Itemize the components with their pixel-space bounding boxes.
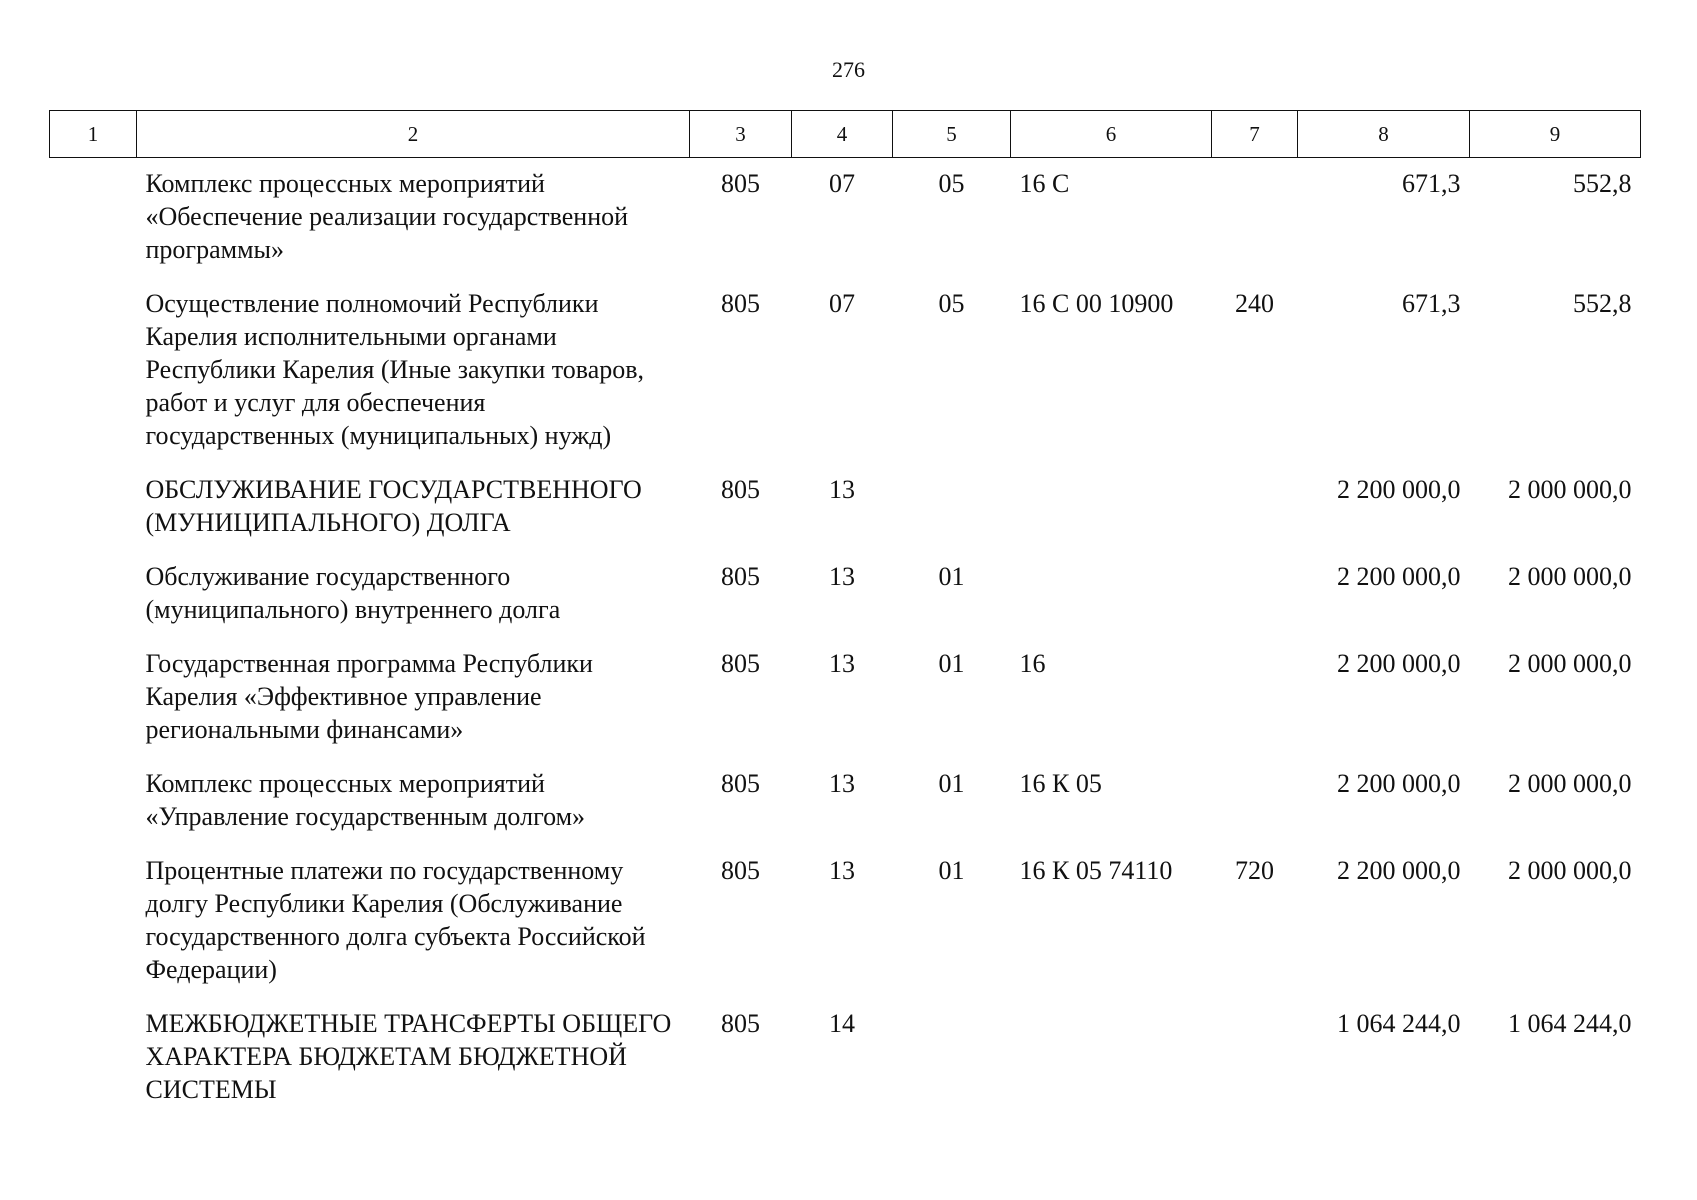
row-subsection: 05 xyxy=(938,169,965,198)
header-col-8: 8 xyxy=(1298,111,1470,158)
row-sum-1: 671,3 xyxy=(1402,289,1461,318)
row-section: 07 xyxy=(829,289,855,318)
row-sum-2: 2 000 000,0 xyxy=(1508,856,1632,885)
table-row xyxy=(50,759,1641,846)
row-expense-type xyxy=(1212,158,1298,280)
header-col-1: 1 xyxy=(50,111,137,158)
row-empty-cell xyxy=(50,465,137,552)
row-expense-type xyxy=(1212,465,1298,552)
row-name: Процентные платежи по государственному долгу Республики Карелия (Обслуживание государственного долга субъекта Российской Федерации) xyxy=(145,856,646,984)
row-ministry: 805 xyxy=(721,169,760,198)
row-ministry: 805 xyxy=(721,289,760,318)
row-target: 16 xyxy=(1019,649,1046,678)
row-sum-2: 2 000 000,0 xyxy=(1508,769,1632,798)
row-sum-2: 2 000 000,0 xyxy=(1508,475,1632,504)
row-empty-cell xyxy=(50,999,137,1119)
row-name: Осуществление полномочий Республики Карелия исполнительными органами Республики Карелия (Иные закупки товаров, работ и услуг для обеспечения государственных (муниципальных) нужд) xyxy=(145,289,645,450)
row-sum-1: 2 200 000,0 xyxy=(1337,649,1461,678)
row-name: ОБСЛУЖИВАНИЕ ГОСУДАРСТВЕННОГО (МУНИЦИПАЛЬНОГО) ДОЛГА xyxy=(145,475,642,537)
row-target: 16 С 00 10900 xyxy=(1019,289,1174,318)
row-section: 13 xyxy=(829,649,855,678)
row-subsection: 01 xyxy=(938,856,965,885)
row-expense-type xyxy=(1212,759,1298,846)
row-empty-cell xyxy=(50,846,137,999)
row-expense-type: 240 xyxy=(1235,289,1274,318)
row-ministry: 805 xyxy=(721,769,760,798)
row-section: 13 xyxy=(829,856,855,885)
row-subsection: 05 xyxy=(938,289,965,318)
table-row xyxy=(50,279,1641,465)
row-name: МЕЖБЮДЖЕТНЫЕ ТРАНСФЕРТЫ ОБЩЕГО ХАРАКТЕРА БЮДЖЕТАМ БЮДЖЕТНОЙ СИСТЕМЫ xyxy=(145,1009,672,1104)
row-expense-type xyxy=(1212,552,1298,639)
row-empty-cell xyxy=(50,639,137,759)
row-expense-type xyxy=(1212,999,1298,1119)
row-subsection: 01 xyxy=(938,769,965,798)
row-section: 13 xyxy=(829,769,855,798)
row-empty-cell xyxy=(50,552,137,639)
header-row xyxy=(50,111,1641,158)
row-ministry: 805 xyxy=(721,1009,760,1038)
row-section: 07 xyxy=(829,169,855,198)
row-name: Комплекс процессных мероприятий «Обеспечение реализации государственной программы» xyxy=(145,169,629,264)
row-target xyxy=(1011,465,1212,552)
row-sum-2: 552,8 xyxy=(1573,169,1632,198)
row-sum-2: 1 064 244,0 xyxy=(1508,1009,1632,1038)
row-target xyxy=(1011,552,1212,639)
header-col-2: 2 xyxy=(137,111,690,158)
row-expense-type xyxy=(1212,639,1298,759)
budget-table xyxy=(49,110,1641,1119)
row-target: 16 С xyxy=(1019,169,1070,198)
row-sum-2: 552,8 xyxy=(1573,289,1632,318)
row-section: 14 xyxy=(829,1009,855,1038)
row-sum-1: 2 200 000,0 xyxy=(1337,475,1461,504)
row-section: 13 xyxy=(829,475,855,504)
row-name: Государственная программа Республики Карелия «Эффективное управление региональными финансами» xyxy=(145,649,593,744)
row-subsection xyxy=(893,465,1011,552)
table-row xyxy=(50,552,1641,639)
row-empty-cell xyxy=(50,279,137,465)
row-ministry: 805 xyxy=(721,475,760,504)
row-expense-type: 720 xyxy=(1235,856,1274,885)
row-sum-1: 2 200 000,0 xyxy=(1337,856,1461,885)
row-section: 13 xyxy=(829,562,855,591)
page-number: 276 xyxy=(832,57,865,82)
header-col-4: 4 xyxy=(792,111,893,158)
table-header xyxy=(50,111,1641,158)
row-sum-1: 1 064 244,0 xyxy=(1337,1009,1461,1038)
row-target: 16 К 05 74110 xyxy=(1019,856,1173,885)
table-body xyxy=(50,158,1641,1120)
row-target xyxy=(1011,999,1212,1119)
row-subsection: 01 xyxy=(938,562,965,591)
table-row xyxy=(50,846,1641,999)
row-subsection: 01 xyxy=(938,649,965,678)
header-col-3: 3 xyxy=(690,111,792,158)
header-col-7: 7 xyxy=(1212,111,1298,158)
header-col-6: 6 xyxy=(1011,111,1212,158)
table-row xyxy=(50,158,1641,280)
row-name: Комплекс процессных мероприятий «Управление государственным долгом» xyxy=(145,769,586,831)
row-target: 16 К 05 xyxy=(1019,769,1102,798)
header-col-9: 9 xyxy=(1470,111,1641,158)
row-sum-1: 2 200 000,0 xyxy=(1337,562,1461,591)
row-sum-2: 2 000 000,0 xyxy=(1508,562,1632,591)
row-sum-1: 671,3 xyxy=(1402,169,1461,198)
row-sum-1: 2 200 000,0 xyxy=(1337,769,1461,798)
table-row xyxy=(50,999,1641,1119)
row-ministry: 805 xyxy=(721,562,760,591)
header-col-5: 5 xyxy=(893,111,1011,158)
row-empty-cell xyxy=(50,759,137,846)
table-row xyxy=(50,465,1641,552)
row-subsection xyxy=(893,999,1011,1119)
row-empty-cell xyxy=(50,158,137,280)
row-ministry: 805 xyxy=(721,649,760,678)
row-name: Обслуживание государственного (муниципального) внутреннего долга xyxy=(145,562,561,624)
row-ministry: 805 xyxy=(721,856,760,885)
row-sum-2: 2 000 000,0 xyxy=(1508,649,1632,678)
table-row xyxy=(50,639,1641,759)
